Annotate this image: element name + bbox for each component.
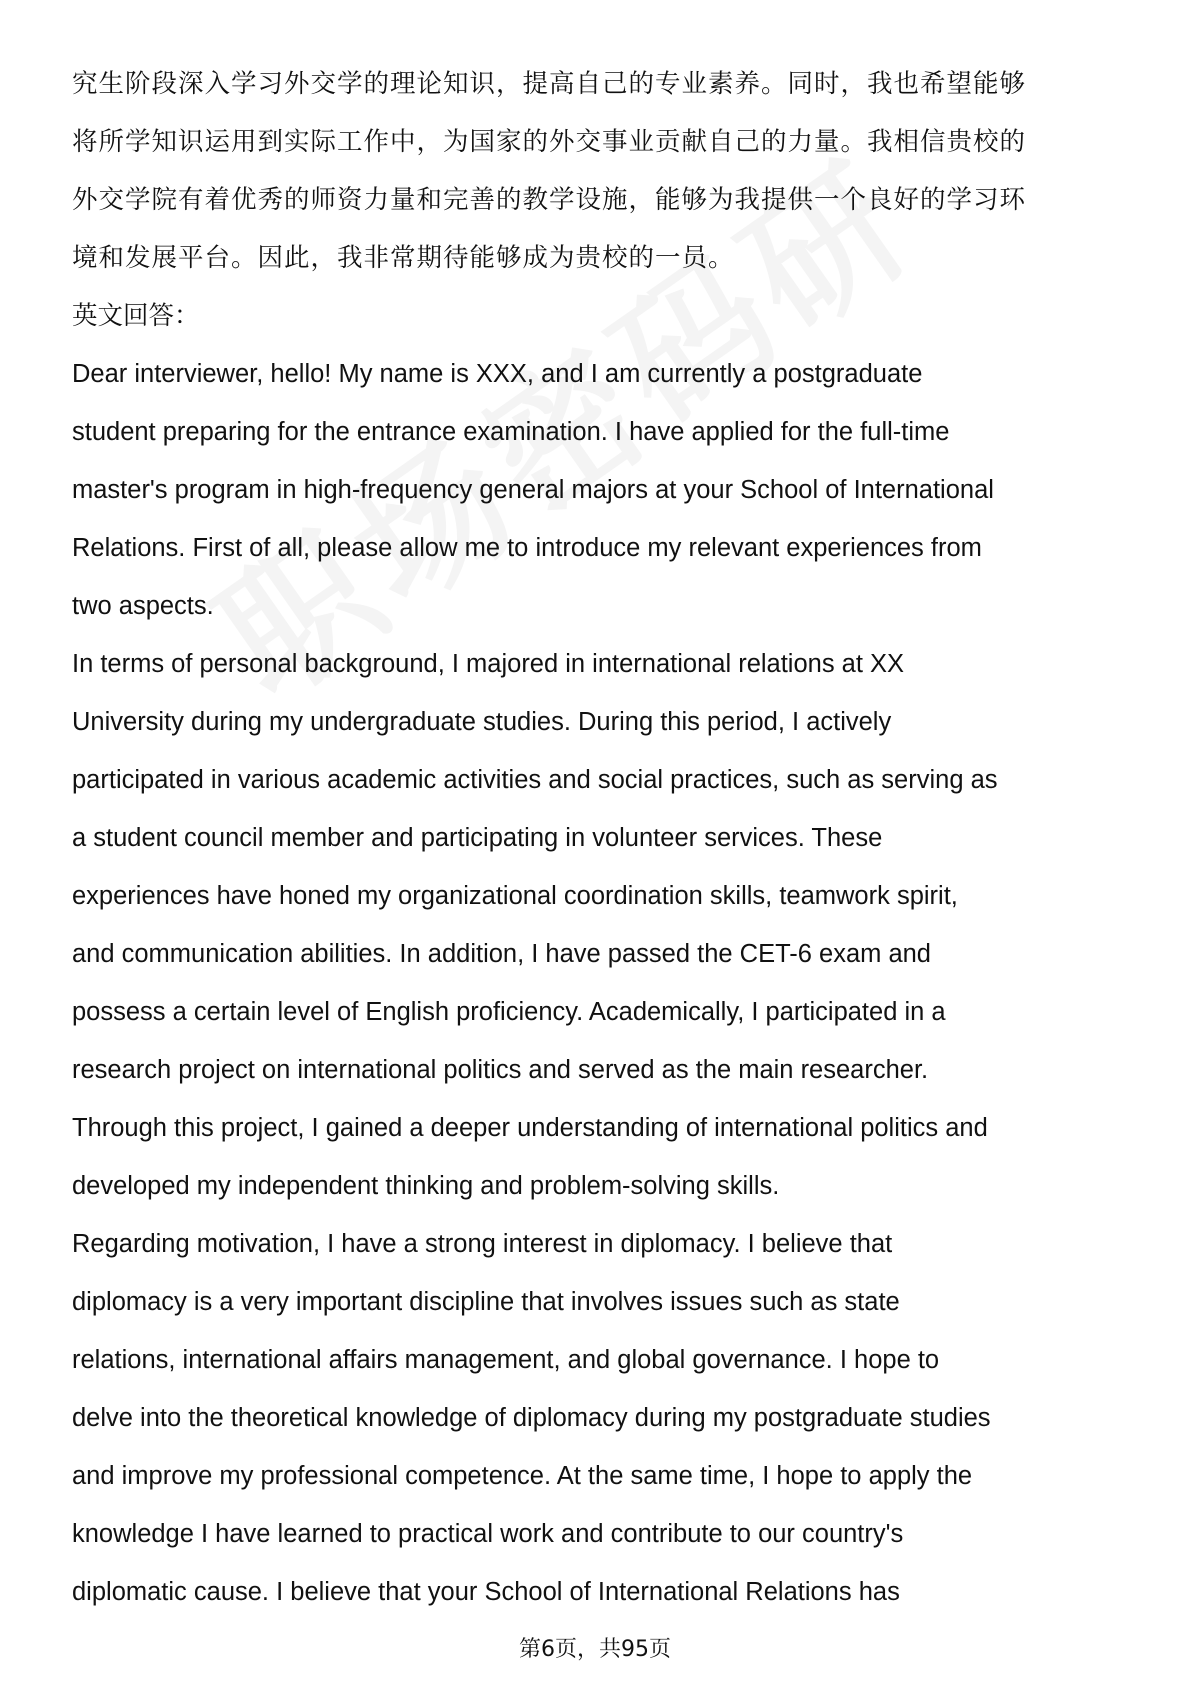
chinese-paragraph-line: 将所学知识运用到实际工作中，为国家的外交事业贡献自己的力量。我相信贵校的 (72, 127, 1027, 157)
document-body (72, 55, 1128, 1621)
english-paragraph-line: and improve my professional competence. At the same time, I hope to apply the (72, 1462, 973, 1490)
english-paragraph-line: Through this project, I gained a deeper understanding of international politics and (72, 1114, 988, 1142)
english-paragraph-line: University during my undergraduate studies. During this period, I actively (72, 708, 892, 736)
chinese-paragraph-line: 究生阶段深入学习外交学的理论知识，提高自己的专业素养。同时，我也希望能够 (72, 69, 1027, 99)
page-number-footer: 第6页，共95页 (519, 1637, 671, 1662)
english-paragraph-line: Dear interviewer, hello! My name is XXX, and I am currently a postgraduate (72, 360, 923, 388)
english-paragraph-line: and communication abilities. In addition, I have passed the CET-6 exam and (72, 940, 931, 968)
english-paragraph-line: diplomacy is a very important discipline that involves issues such as state (72, 1288, 900, 1316)
english-paragraph-line: knowledge I have learned to practical work and contribute to our country's (72, 1520, 904, 1548)
english-paragraph-line: master's program in high-frequency general majors at your School of International (72, 476, 994, 504)
chinese-paragraph-line: 境和发展平台。因此，我非常期待能够成为贵校的一员。 (72, 243, 735, 273)
english-paragraph-line: a student council member and participating in volunteer services. These (72, 824, 883, 852)
english-paragraph-line: In terms of personal background, I majored in international relations at XX (72, 650, 905, 678)
english-paragraph-line: diplomatic cause. I believe that your School of International Relations has (72, 1578, 900, 1606)
english-paragraph-line: experiences have honed my organizational coordination skills, teamwork spirit, (72, 882, 958, 910)
english-paragraph-line: two aspects. (72, 592, 214, 620)
english-paragraph-line: participated in various academic activities and social practices, such as serving as (72, 766, 998, 794)
english-paragraph-line: relations, international affairs management, and global governance. I hope to (72, 1346, 940, 1374)
english-paragraph-line: research project on international politics and served as the main researcher. (72, 1056, 929, 1084)
english-paragraph-line: Regarding motivation, I have a strong interest in diplomacy. I believe that (72, 1230, 893, 1258)
english-answer-label: 英文回答： (72, 301, 200, 331)
english-paragraph-line: delve into the theoretical knowledge of diplomacy during my postgraduate studies (72, 1404, 991, 1432)
english-paragraph-line: student preparing for the entrance examination. I have applied for the full-time (72, 418, 950, 446)
english-paragraph-line: developed my independent thinking and problem-solving skills. (72, 1172, 780, 1200)
english-paragraph-line: possess a certain level of English proficiency. Academically, I participated in a (72, 998, 946, 1026)
chinese-paragraph-line: 外交学院有着优秀的师资力量和完善的教学设施，能够为我提供一个良好的学习环 (72, 185, 1027, 215)
english-paragraph-line: Relations. First of all, please allow me to introduce my relevant experiences from (72, 534, 982, 562)
